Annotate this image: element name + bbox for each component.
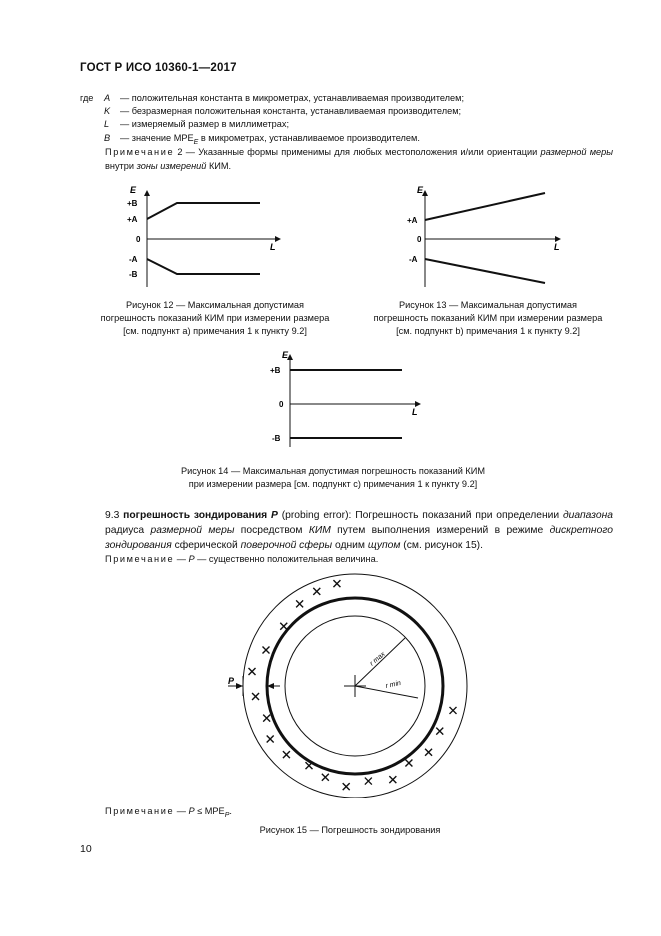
definition-row (80, 105, 464, 118)
tick-label: 0 (417, 235, 422, 244)
figure-13-graph (378, 183, 568, 291)
definition-symbol: A (104, 93, 111, 103)
note-label: Примечание (105, 147, 175, 157)
definition-text: — измеряемый размер в миллиметрах; (120, 119, 290, 130)
section-9-3: 9.3 погрешность зондирования P (probing error): Погрешность показаний при определении диапазона радиуса размерной меры посредством КИМ путем выполнения измерений в режиме дискретного зондирования сферической поверочной сферы одним щупом (см. рисунок 15). (105, 510, 614, 551)
axis-label-e: E (417, 185, 424, 195)
figure-14-caption: Рисунок 14 — Максимальная допустимая погрешность показаний КИМ при измерении размера [см. подпункт с) примечания 1 к пункту 9.2] (180, 466, 486, 489)
tick-label: +A (407, 216, 418, 225)
tick-label: 0 (136, 235, 141, 244)
page-number: 10 (80, 843, 92, 855)
r-min-label: r min (384, 679, 402, 690)
definition-text: — значение $MPE_E$ в микрометрах, устанавливаемое производителем. (120, 132, 420, 146)
tick-label: +B (127, 199, 138, 208)
definition-symbol: B (104, 132, 111, 143)
definition-symbol: L (104, 119, 110, 130)
tick-label: +B (270, 366, 281, 375)
figure-13-caption: Рисунок 13 — Максимальная допустимая погрешность показаний КИМ при измерении размера [см. подпункт b) примечания 1 к пункту 9.2] (373, 300, 603, 336)
note-3: Примечание — P — существенно положительная величина. (105, 554, 379, 564)
note-2: Примечание 2 — Указанные формы применимы для любых местоположения и/или ориентации размерной меры внутри зоны измерений КИМ. (105, 147, 613, 171)
axis-label-l: L (270, 242, 276, 252)
axis-label-l: L (554, 242, 560, 252)
r-max-line (355, 638, 405, 686)
figure-12-graph (100, 183, 290, 291)
page-header: ГОСТ Р ИСО 10360-1—2017 (80, 62, 237, 74)
figure-12-caption: Рисунок 12 — Максимальная допустимая погрешность показаний КИМ при измерении размера [см. подпункт а) примечания 1 к пункту 9.2] (100, 300, 330, 336)
note-4: Примечание — $P \le MPE_P$. (105, 806, 232, 819)
definition-symbol: K (104, 106, 111, 117)
axis-label-e: E (282, 350, 289, 360)
axis-label-l: L (412, 407, 418, 417)
tick-label: 0 (279, 400, 284, 409)
tick-label: +A (127, 215, 138, 224)
definitions-list (80, 92, 464, 149)
tick-label: -B (272, 434, 281, 443)
definition-row (80, 92, 464, 105)
figure-15-graph (220, 568, 480, 798)
tick-label: -A (129, 255, 138, 264)
figure-14-graph (246, 349, 436, 451)
r-max-label: r max (368, 650, 387, 668)
definition-row (80, 118, 464, 131)
figure-15-caption: Рисунок 15 — Погрешность зондирования (259, 825, 441, 835)
tick-label: -B (129, 270, 138, 279)
where-label: где (80, 93, 94, 103)
definition-text: — положительная константа в микрометрах, устанавливаемая производителем; (120, 93, 465, 103)
p-label: P (228, 676, 235, 686)
tick-label: -A (409, 255, 418, 264)
axis-label-e: E (130, 185, 137, 195)
definition-text: — безразмерная положительная константа, устанавливаемая производителем; (120, 106, 462, 117)
